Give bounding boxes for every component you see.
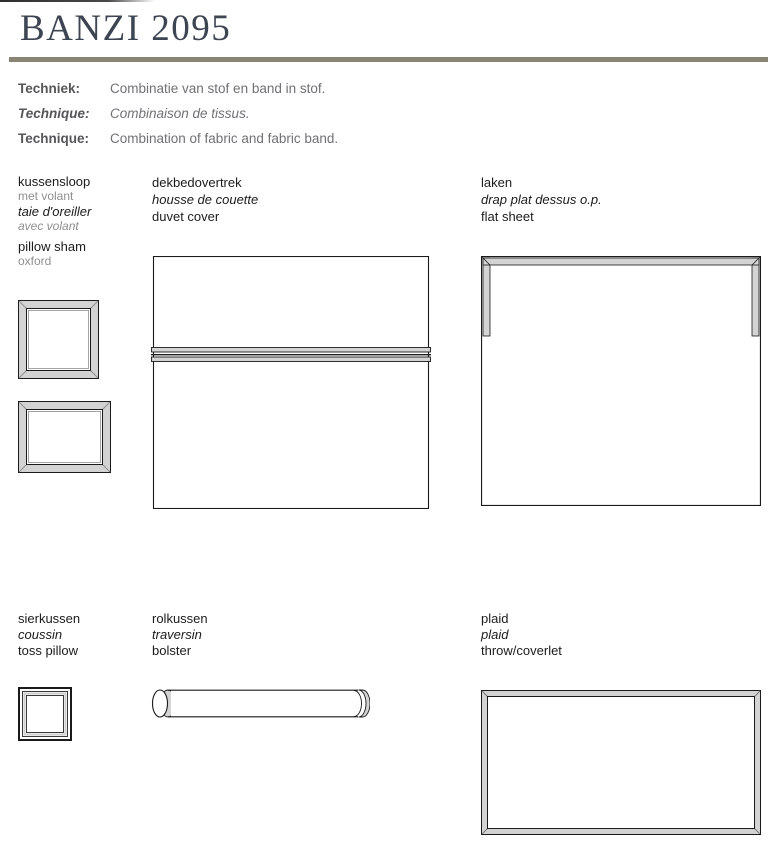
product-name-fr: traversin [152,627,202,642]
technique-row-en [18,131,758,146]
product-name-nl: laken [481,175,513,190]
product-name-fr: drap plat dessus o.p. [481,192,602,207]
flat-sheet-drawing [481,256,761,506]
title-divider-rule [9,57,768,62]
label-block-flat-sheet [481,174,602,225]
label-block-pillow-sham [18,175,91,268]
product-name-en: flat sheet [481,209,534,224]
duvet-cover-drawing [151,256,431,509]
product-variant-en: oxford [18,254,52,268]
product-name-en: bolster [152,643,192,658]
technique-label-fr: Technique: [18,106,90,121]
label-block-duvet-cover [152,174,258,225]
scan-artifact-strip [0,0,155,2]
technique-text-nl: Combinatie van stof en band in stof. [110,81,326,96]
product-name-en: duvet cover [152,209,220,224]
technique-label-en: Technique: [18,131,90,146]
product-name-fr: housse de couette [152,192,259,207]
technique-row-fr [18,106,758,121]
label-block-bolster [152,611,208,659]
product-name-nl: plaid [481,611,509,626]
product-variant-nl: met volant [18,189,74,203]
product-name-nl: sierkussen [18,611,81,626]
page-title: BANZI 2095 [20,8,232,49]
product-name-fr: taie d'oreiller [18,204,92,219]
technique-row-nl [18,81,758,96]
product-name-fr: plaid [481,627,509,642]
product-variant-fr: avec volant [18,219,79,233]
product-name-en: throw/coverlet [481,643,562,658]
technique-text-en: Combination of fabric and fabric band. [110,131,339,146]
product-name-fr: coussin [18,627,63,642]
product-name-en: toss pillow [18,643,78,658]
product-name-nl: kussensloop [18,174,91,189]
label-block-toss-pillow [18,611,80,659]
toss-pillow-drawing [18,687,72,741]
technique-text-fr: Combinaison de tissus. [110,106,250,121]
pillow-sham-rect-drawing [18,401,111,473]
technique-label-nl: Techniek: [18,81,81,96]
throw-coverlet-drawing [481,690,761,835]
product-name-nl: dekbedovertrek [152,175,242,190]
product-name-nl: rolkussen [152,611,208,626]
product-name-en: pillow sham [18,239,86,254]
pillow-sham-square-drawing [18,300,99,379]
bolster-drawing [151,689,370,718]
label-block-throw [481,611,562,659]
